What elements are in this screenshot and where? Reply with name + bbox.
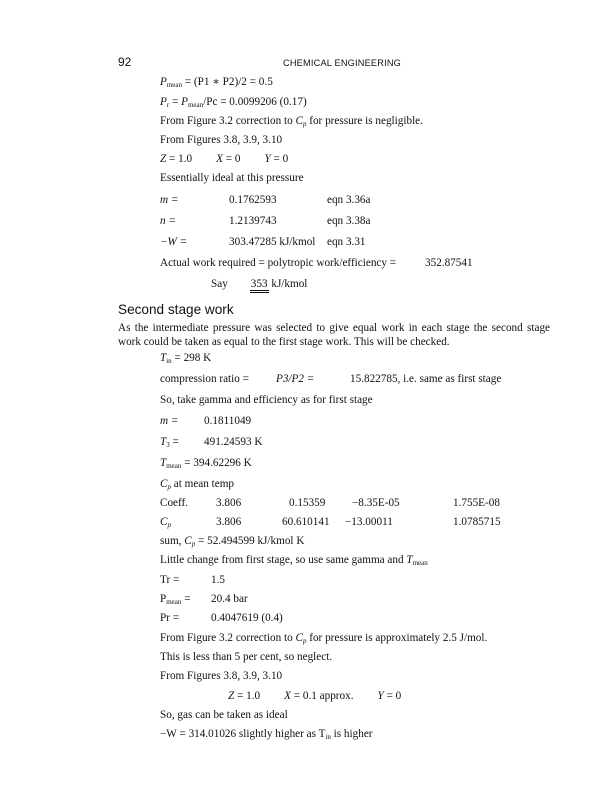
n-value: 1.2139743 (229, 215, 277, 227)
m-label: m = (160, 194, 179, 206)
correction-note: From Figure 3.2 correction to $C_p$ for pressure is approximately 2.5 J/mol. (160, 632, 488, 645)
coeff-a: 3.806 (216, 497, 242, 509)
coeff-d: 1.755E-08 (453, 497, 500, 509)
running-title: CHEMICAL ENGINEERING (283, 58, 402, 68)
w-label: −W = (160, 236, 188, 248)
tr-label: Tr = (160, 574, 180, 586)
compression-ratio-value: 15.822785, i.e. same as first stage (350, 373, 502, 385)
pr-equation: $P_r = P_{mean}/Pc = 0.0099206$ (0.17) (160, 96, 307, 109)
intro-paragraph: As the intermediate pressure was selected to give equal work in each stage the second stage work could be taken as equal to the first stage work. This will be checked. (118, 322, 550, 348)
ideal-gas-note: So, gas can be taken as ideal (160, 709, 288, 721)
cp-correction-note: From Figure 3.2 correction to $C_p$ for pressure is negligible. (160, 115, 423, 128)
cp-a: 3.806 (216, 516, 242, 528)
ideal-note: Essentially ideal at this pressure (160, 172, 304, 184)
say-line: Say 353 kJ/kmol (211, 278, 307, 293)
pr2-label: Pr = (160, 612, 180, 624)
pr2-value: 0.4047619 (0.4) (211, 612, 283, 624)
actual-work-value: 352.87541 (425, 257, 473, 269)
coeff-c: −8.35E-05 (352, 497, 400, 509)
pmean-equation: $P_{mean} = (P1$ ∗ P2)/2 = 0.5 (160, 76, 273, 89)
t3-label: $T_3$ = (160, 436, 179, 449)
compressibility-values-2: Z = 1.0 X = 0.1 approx. Y = 0 (228, 690, 402, 702)
work-second-stage: −W = 314.01026 slightly higher as $T_{in}$ is higher (160, 728, 373, 741)
w-eqn: eqn 3.31 (327, 236, 366, 248)
compression-ratio-expr: P3/P2 = (276, 373, 315, 385)
compressibility-values: Z = 1.0 X = 0 Y = 0 (160, 153, 289, 165)
cp-d: 1.0785715 (453, 516, 501, 528)
actual-work-label: Actual work required = polytropic work/efficiency = (160, 257, 397, 269)
coeff-label: Coeff. (160, 497, 189, 509)
cp-sum: sum, $C_p = 52.494599$ kJ/kmol K (160, 535, 305, 548)
n-eqn: eqn 3.38a (327, 215, 371, 227)
t3-value: 491.24593 K (204, 436, 263, 448)
gamma-note: So, take gamma and efficiency as for first stage (160, 394, 373, 406)
tmean-line: $T_{mean} = 394.62296$ K (160, 457, 252, 470)
m2-label: m = (160, 415, 179, 427)
cp-mean-note: $C_p$ at mean temp (160, 478, 235, 491)
cp-c: −13.00011 (345, 516, 393, 528)
little-change-note: Little change from first stage, so use same gamma and $T_{mean}$ (160, 554, 428, 567)
n-label: n = (160, 215, 176, 227)
m2-value: 0.1811049 (204, 415, 252, 427)
pmean2-label: $P_{mean}$ = (160, 593, 191, 606)
pmean2-value: 20.4 bar (211, 593, 248, 605)
m-value: 0.1762593 (229, 194, 277, 206)
tr-value: 1.5 (211, 574, 225, 586)
page-number: 92 (118, 55, 132, 69)
m-eqn: eqn 3.36a (327, 194, 371, 206)
tin-line: $T_{in} = 298$ K (160, 352, 212, 365)
coeff-b: 0.15359 (289, 497, 326, 509)
section-heading: Second stage work (118, 302, 234, 317)
less-than-note: This is less than 5 per cent, so neglect. (160, 651, 333, 663)
figures-reference: From Figures 3.8, 3.9, 3.10 (160, 134, 283, 146)
cp-b: 60.610141 (282, 516, 330, 528)
w-value: 303.47285 kJ/kmol (229, 236, 316, 248)
figures-reference-2: From Figures 3.8, 3.9, 3.10 (160, 670, 283, 682)
cp-row-label: $C_p$ (160, 516, 171, 529)
compression-ratio-label: compression ratio = (160, 373, 249, 385)
say-value: 353 (250, 279, 269, 293)
